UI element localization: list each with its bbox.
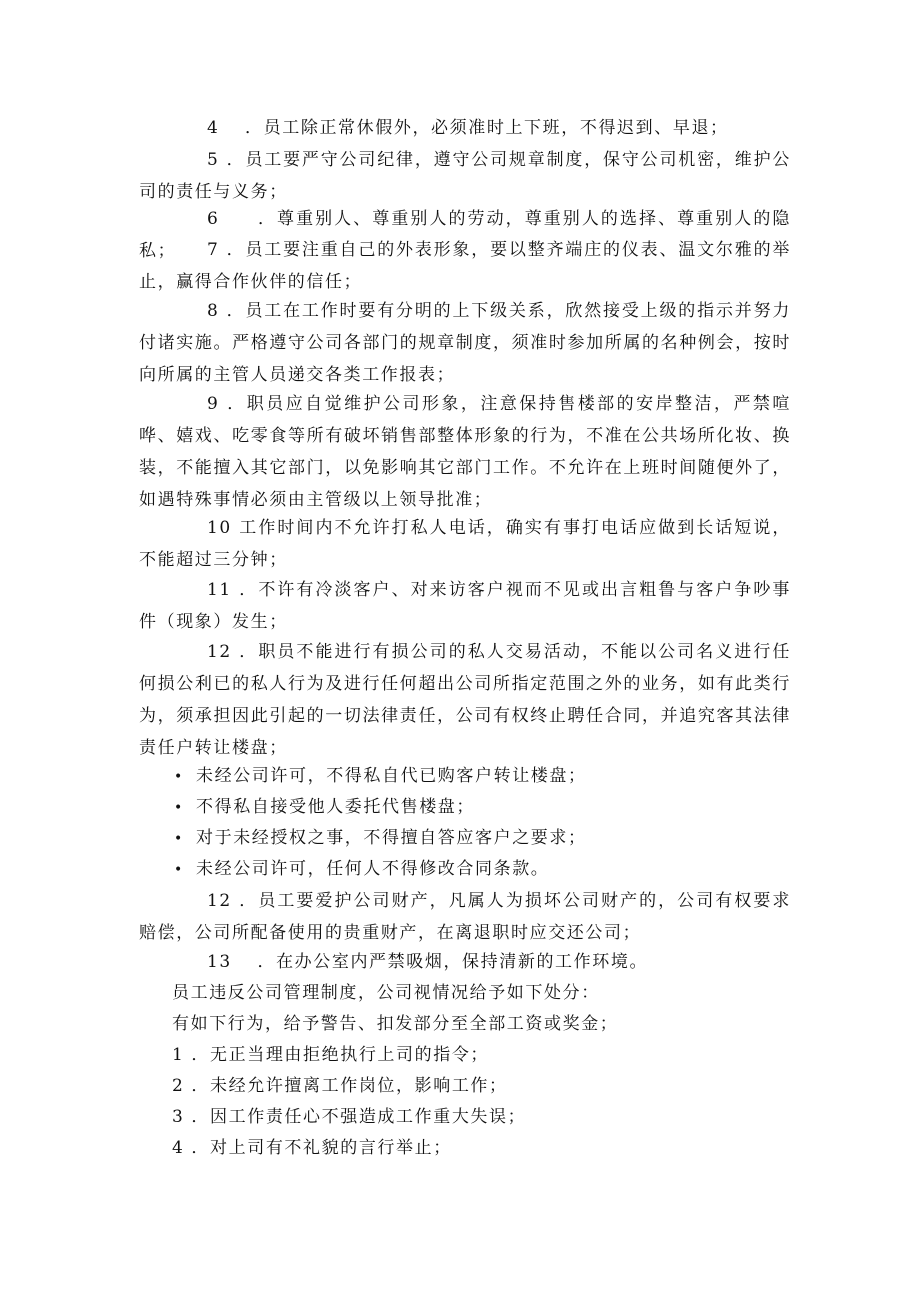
rule-item-7: 7 ．员工要注重自己的外表形象，要以整齐端庄的仪表、温文尔雅的举止，赢得合作伙伴的信任； [139, 240, 791, 292]
rule-item-11: 11 ．不许有冷淡客户、对来访客户视而不见或出言粗鲁与客户争吵事件（现象）发生； [139, 580, 791, 632]
bullet-dot-icon: • [174, 831, 184, 847]
bullet-item: • 未经公司许可，不得私自代已购客户转让楼盘； [174, 760, 587, 793]
bullet-item: • 未经公司许可，任何人不得修改合同条款。 [174, 853, 549, 886]
rule-item-13: 13 ．在办公室内严禁吸烟，保持清新的工作环境。 [207, 952, 649, 972]
rule-item-8: 8 ．员工在工作时要有分明的上下级关系，欣然接受上级的指示并努力付诸实施。严格遵守公司各部门的规章制度，须准时参加所属的名种例会，按时向所属的主管人员递交各类工作报表； [139, 301, 791, 385]
penalty-item-2: 2 ．未经允许擅离工作岗位，影响工作； [172, 1076, 508, 1096]
bullet-dot-icon: • [174, 862, 184, 878]
bullet-dot-icon: • [174, 769, 184, 785]
penalty-item-1: 1 ．无正当理由拒绝执行上司的指令； [172, 1045, 490, 1065]
penalty-item-3: 3 ．因工作责任心不强造成工作重大失误； [172, 1107, 527, 1127]
rule-item-9: 9 ．职员应自觉维护公司形象，注意保持售楼部的安岸整洁，严禁喧哗、嬉戏、吃零食等所有破坏销售部整体形象的行为，不准在公共场所化妆、换装，不能擅入其它部门，以免影响其它部门工作。不允许在上班时间随便外了，如遇特殊事情必须由主管级以上领导批准； [139, 394, 791, 510]
rule-item-5: 5 ．员工要严守公司纪律，遵守公司规章制度，保守公司机密，维护公司的责任与义务； [139, 150, 791, 202]
rule-item-6: 6 ．尊重别人、尊重别人的劳动，尊重别人的选择、尊重别人的隐私； [139, 209, 791, 261]
bullet-item: • 对于未经授权之事，不得擅自答应客户之要求； [174, 822, 587, 855]
rule-item-4: 4 ．员工除正常休假外，必须准时上下班，不得迟到、早退； [207, 118, 729, 138]
bullet-dot-icon: • [174, 800, 184, 816]
rule-item-12: 12 ．职员不能进行有损公司的私人交易活动，不能以公司名义进行任何损公利已的私人行为及进行任何超出公司所指定范围之外的业务，如有此类行为，须承担因此引起的一切法律责任，公司有权终止聘任合同，并追究客其法律责任户转让楼盘； [139, 642, 791, 758]
penalty-warning-line: 有如下行为，给予警告、扣发部分至全部工资或奖金； [172, 1014, 619, 1034]
rule-item-12b: 12 ．员工要爱护公司财产，凡属人为损坏公司财产的，公司有权要求赔偿，公司所配备使用的贵重财产，在离退职时应交还公司； [139, 891, 791, 943]
penalty-item-4: 4 ．对上司有不礼貌的言行举止； [172, 1138, 452, 1158]
bullet-item: • 不得私自接受他人委托代售楼盘； [174, 791, 475, 824]
penalty-intro: 员工违反公司管理制度，公司视情况给予如下处分： [172, 983, 600, 1003]
rule-item-10: 10 工作时间内不允许打私人电话，确实有事打电话应做到长话短说，不能超过三分钟； [139, 518, 791, 570]
